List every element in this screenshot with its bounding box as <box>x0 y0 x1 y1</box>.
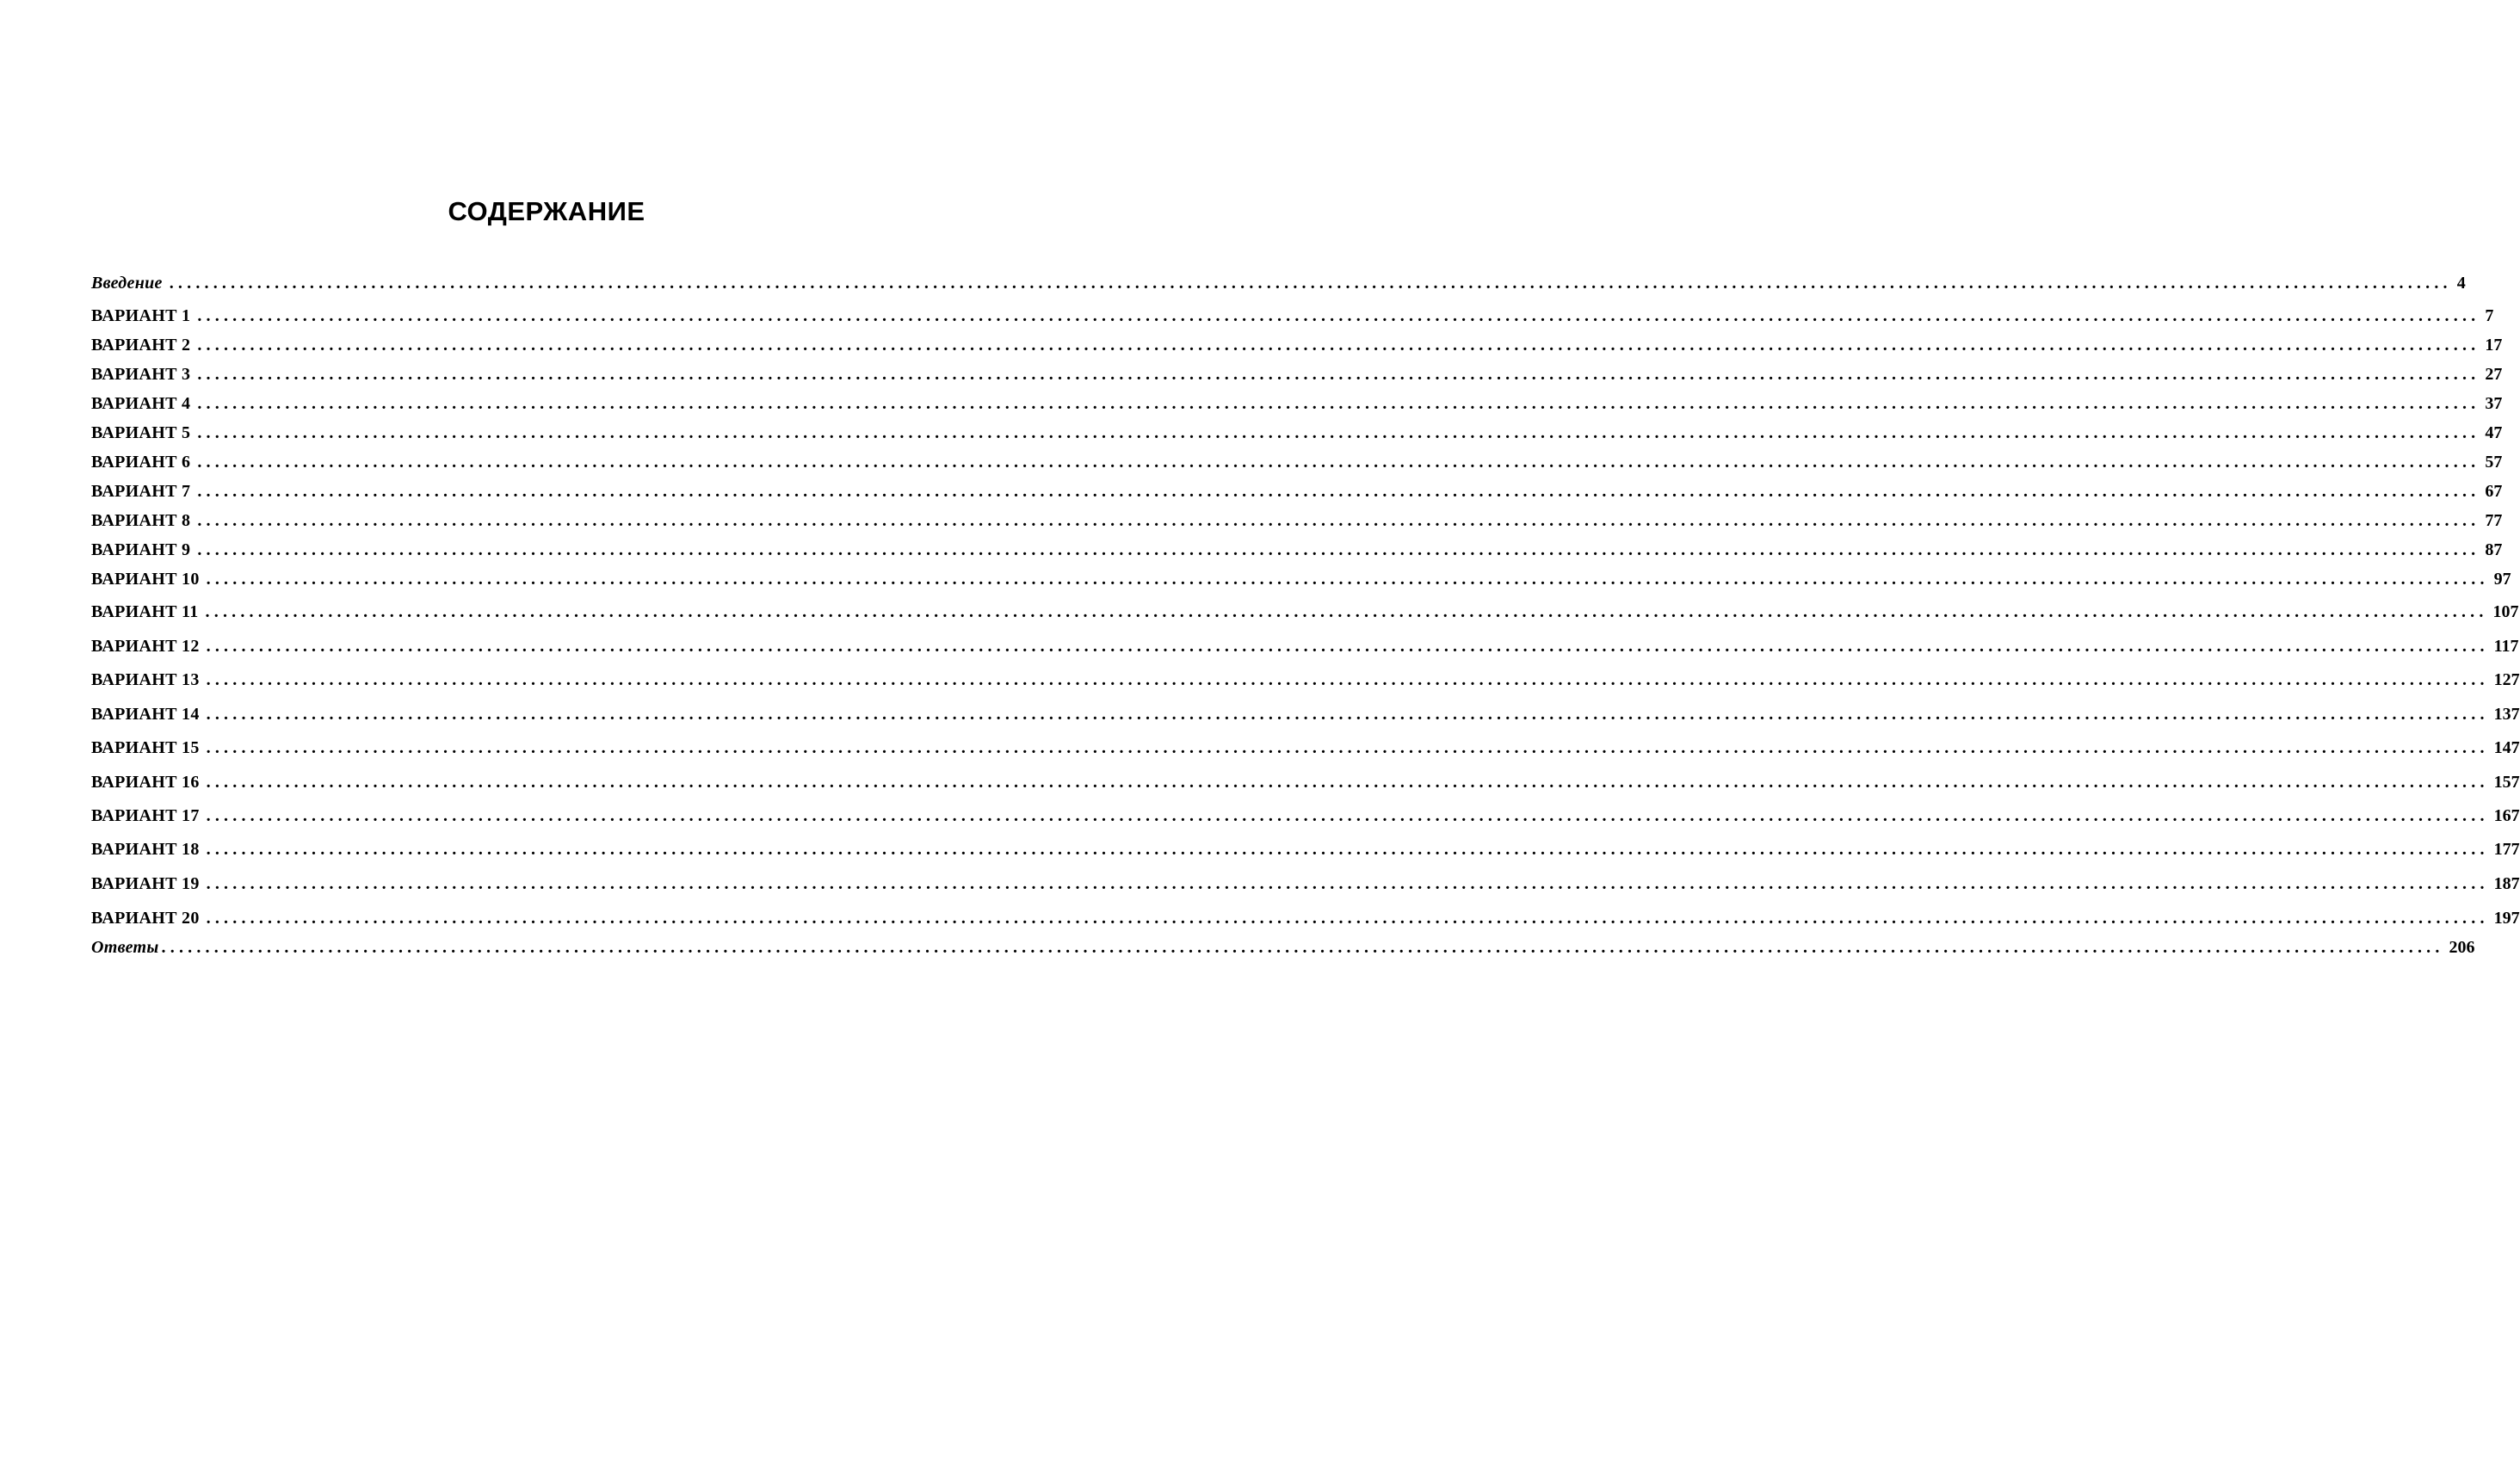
toc-entry-page: 57 <box>2485 453 2503 472</box>
toc-dot-leader: .................................................................................................................................................................................................................................................................... <box>197 482 2480 501</box>
toc-entry-page: 17 <box>2485 336 2503 355</box>
toc-entry <box>91 909 2520 934</box>
toc-dot-leader: .................................................................................................................................................................................................................................................................... <box>197 423 2480 442</box>
toc-dot-leader: .................................................................................................................................................................................................................................................................... <box>206 773 2489 792</box>
toc-entry-label: ВАРИАНТ 20 <box>91 909 200 928</box>
toc-entry-label: ВАРИАНТ 3 <box>91 365 191 384</box>
toc-entry-page: 197 <box>2493 909 2520 928</box>
toc-entry-page: 67 <box>2485 482 2503 501</box>
toc-entry-label: ВАРИАНТ 11 <box>91 602 199 621</box>
toc-entry-page: 97 <box>2493 570 2511 589</box>
toc-entry-page: 37 <box>2485 394 2503 413</box>
toc-entry-page: 167 <box>2493 806 2520 825</box>
toc-entry <box>91 773 2520 799</box>
toc-entry-label: ВАРИАНТ 1 <box>91 306 191 325</box>
toc-dot-leader: .................................................................................................................................................................................................................................................................... <box>161 938 2444 957</box>
toc-dot-leader: .................................................................................................................................................................................................................................................................... <box>169 274 2452 293</box>
toc-entry-label: Введение <box>91 274 163 293</box>
toc-dot-leader: .................................................................................................................................................................................................................................................................... <box>206 738 2489 757</box>
toc-entry-label: Ответы <box>91 938 159 957</box>
toc-dot-leader: .................................................................................................................................................................................................................................................................... <box>206 874 2489 893</box>
toc-entry <box>91 874 2520 900</box>
toc-entry-label: ВАРИАНТ 10 <box>91 570 200 589</box>
toc-entry-label: ВАРИАНТ 12 <box>91 637 200 656</box>
toc-dot-leader: .................................................................................................................................................................................................................................................................... <box>197 394 2480 413</box>
toc-entry-page: 147 <box>2493 738 2520 757</box>
toc-dot-leader: .................................................................................................................................................................................................................................................................... <box>197 453 2480 472</box>
toc-entry-label: ВАРИАНТ 14 <box>91 705 200 724</box>
toc-dot-leader: .................................................................................................................................................................................................................................................................... <box>206 909 2489 928</box>
toc-entry-label: ВАРИАНТ 13 <box>91 670 200 689</box>
toc-entry-page: 117 <box>2493 637 2519 656</box>
toc-dot-leader: .................................................................................................................................................................................................................................................................... <box>197 365 2480 384</box>
toc-entry-label: ВАРИАНТ 18 <box>91 840 200 859</box>
toc-entry-page: 157 <box>2493 773 2520 792</box>
toc-entry-label: ВАРИАНТ 17 <box>91 806 200 825</box>
toc-entry-label: ВАРИАНТ 4 <box>91 394 191 413</box>
toc-entry-page: 137 <box>2493 705 2520 724</box>
toc-dot-leader: .................................................................................................................................................................................................................................................................... <box>206 806 2489 825</box>
toc-entry-page: 47 <box>2485 423 2503 442</box>
toc-entry <box>91 365 2503 391</box>
toc-dot-leader: .................................................................................................................................................................................................................................................................... <box>197 336 2480 355</box>
toc-entry <box>91 306 2494 332</box>
toc-entry-page: 206 <box>2449 938 2475 957</box>
toc-dot-leader: .................................................................................................................................................................................................................................................................... <box>197 306 2480 325</box>
toc-entry-page: 87 <box>2485 540 2503 559</box>
toc-entry-page: 7 <box>2485 306 2494 325</box>
toc-entry <box>91 705 2520 731</box>
toc-entry <box>91 336 2503 361</box>
page-title: СОДЕРЖАНИЕ <box>448 196 645 226</box>
toc-entry-label: ВАРИАНТ 15 <box>91 738 200 757</box>
toc-entry-page: 107 <box>2492 602 2519 621</box>
toc-entry-page: 27 <box>2485 365 2503 384</box>
toc-entry-page: 77 <box>2485 511 2503 530</box>
toc-entry-page: 4 <box>2456 274 2466 293</box>
toc-entry <box>91 570 2511 595</box>
toc-entry <box>91 670 2520 696</box>
toc-entry-page: 127 <box>2493 670 2520 689</box>
toc-entry-label: ВАРИАНТ 7 <box>91 482 191 501</box>
toc-entry <box>91 540 2503 566</box>
toc-entry-page: 187 <box>2493 874 2520 893</box>
toc-entry <box>91 840 2520 866</box>
toc-entry <box>91 938 2475 964</box>
toc-entry <box>91 602 2519 628</box>
toc-entry-page: 177 <box>2493 840 2520 859</box>
toc-dot-leader: .................................................................................................................................................................................................................................................................... <box>206 840 2489 859</box>
toc-entry-label: ВАРИАНТ 6 <box>91 453 191 472</box>
toc-entry <box>91 806 2520 832</box>
toc-dot-leader: .................................................................................................................................................................................................................................................................... <box>206 637 2489 656</box>
toc-entry <box>91 394 2503 420</box>
toc-entry <box>91 738 2520 764</box>
toc-dot-leader: .................................................................................................................................................................................................................................................................... <box>206 570 2489 589</box>
toc-entry <box>91 637 2519 663</box>
toc-dot-leader: .................................................................................................................................................................................................................................................................... <box>206 670 2489 689</box>
toc-dot-leader: .................................................................................................................................................................................................................................................................... <box>205 602 2488 621</box>
toc-dot-leader: .................................................................................................................................................................................................................................................................... <box>197 540 2480 559</box>
toc-entry <box>91 274 2466 299</box>
toc-entry-label: ВАРИАНТ 9 <box>91 540 191 559</box>
toc-entry <box>91 453 2503 478</box>
toc-entry-label: ВАРИАНТ 19 <box>91 874 200 893</box>
toc-entry <box>91 482 2503 508</box>
toc-entry <box>91 511 2503 537</box>
toc-dot-leader: .................................................................................................................................................................................................................................................................... <box>197 511 2480 530</box>
toc-entry <box>91 423 2503 449</box>
toc-entry-label: ВАРИАНТ 8 <box>91 511 191 530</box>
toc-entry-label: ВАРИАНТ 5 <box>91 423 191 442</box>
toc-dot-leader: .................................................................................................................................................................................................................................................................... <box>206 705 2489 724</box>
toc-entry-label: ВАРИАНТ 2 <box>91 336 191 355</box>
toc-entry-label: ВАРИАНТ 16 <box>91 773 200 792</box>
